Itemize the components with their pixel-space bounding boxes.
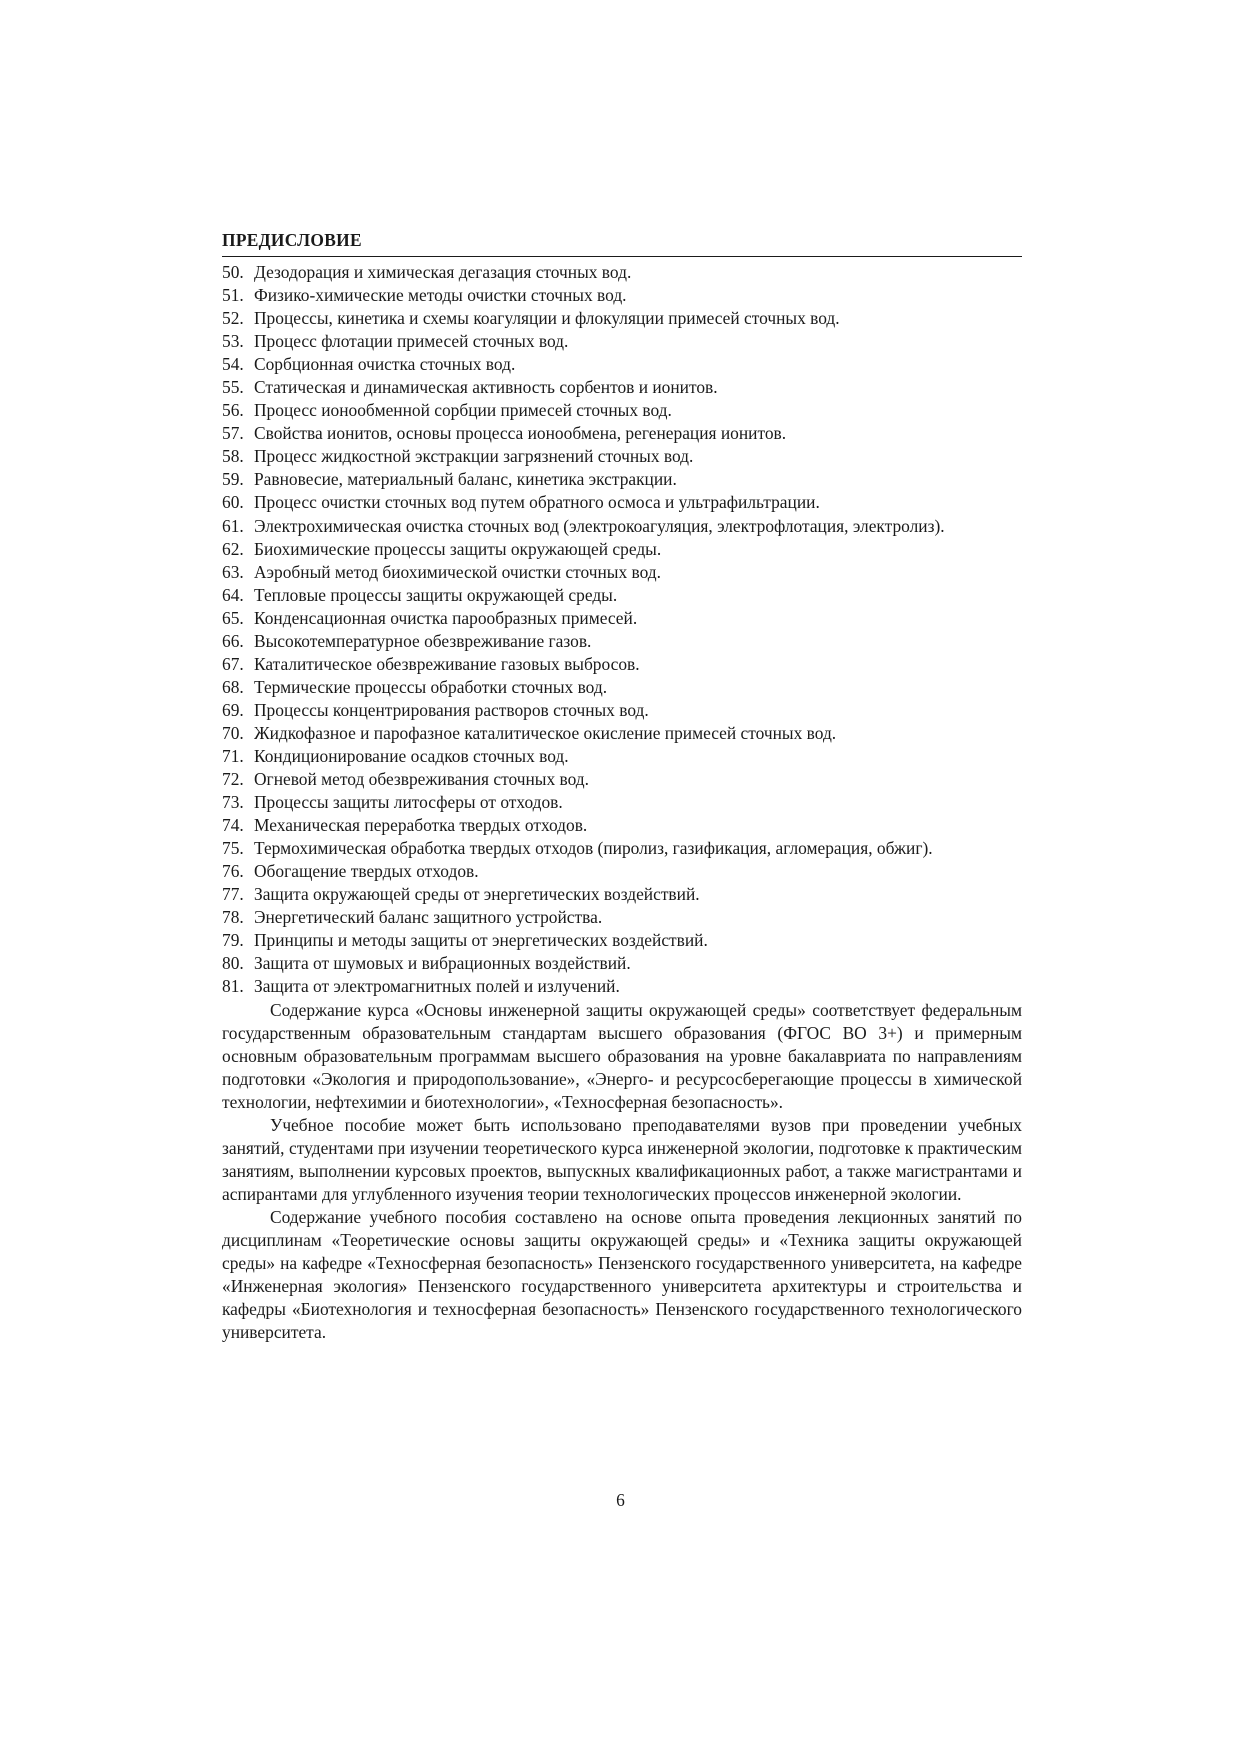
list-item	[222, 860, 1022, 883]
item-number: 70.	[222, 722, 244, 743]
item-number: 60.	[222, 492, 244, 513]
item-number: 53.	[222, 331, 244, 352]
item-text: Энергетический баланс защитного устройства.	[254, 907, 603, 928]
item-text: Аэробный метод биохимической очистки сточных вод.	[254, 561, 661, 582]
list-item	[222, 814, 1022, 837]
list-item	[222, 515, 1022, 538]
list-item	[222, 906, 1022, 929]
item-number: 66.	[222, 630, 244, 651]
list-item	[222, 653, 1022, 676]
item-number: 61.	[222, 515, 244, 536]
list-item	[222, 330, 1022, 353]
item-number: 51.	[222, 285, 244, 306]
item-text: Механическая переработка твердых отходов.	[254, 815, 588, 836]
item-number: 77.	[222, 884, 244, 905]
list-item	[222, 468, 1022, 491]
list-item	[222, 561, 1022, 584]
item-text: Процессы защиты литосферы от отходов.	[254, 792, 563, 813]
list-item	[222, 399, 1022, 422]
list-item	[222, 791, 1022, 814]
item-text: Процесс ионообменной сорбции примесей сточных вод.	[254, 400, 672, 421]
list-item	[222, 630, 1022, 653]
item-text: Обогащение твердых отходов.	[254, 861, 479, 882]
item-text: Огневой метод обезвреживания сточных вод.	[254, 769, 589, 790]
list-item	[222, 284, 1022, 307]
item-number: 76.	[222, 861, 244, 882]
item-text: Процесс жидкостной экстракции загрязнений сточных вод.	[254, 446, 694, 467]
item-text: Статическая и динамическая активность сорбентов и ионитов.	[254, 377, 718, 398]
item-number: 81.	[222, 976, 244, 997]
item-text: Кондиционирование осадков сточных вод.	[254, 745, 569, 766]
topic-list	[222, 261, 1022, 999]
item-number: 63.	[222, 561, 244, 582]
item-text: Жидкофазное и парофазное каталитическое окисление примесей сточных вод.	[254, 722, 837, 743]
item-number: 55.	[222, 377, 244, 398]
item-text: Термические процессы обработки сточных вод.	[254, 676, 608, 697]
page-number: 6	[616, 1490, 625, 1510]
list-item	[222, 607, 1022, 630]
item-number: 65.	[222, 607, 244, 628]
item-text: Свойства ионитов, основы процесса ионообмена, регенерация ионитов.	[254, 423, 787, 444]
item-number: 80.	[222, 953, 244, 974]
list-item	[222, 745, 1022, 768]
item-text: Сорбционная очистка сточных вод.	[254, 354, 516, 375]
paragraph-usage: Учебное пособие может быть использовано преподавателями вузов при проведении учебных занятий, студентами при изучении теоретического курса инженерной экологии, подготовке к практическим занятиям, выполнении курсовых проектов, выпускных квалификационных работ, а также магистрантами и аспирантами для углубленного изучения теории технологических процессов инженерной экологии.	[222, 1114, 1022, 1204]
item-text: Принципы и методы защиты от энергетических воздействий.	[254, 930, 708, 951]
list-item	[222, 376, 1022, 399]
item-number: 58.	[222, 446, 244, 467]
item-number: 64.	[222, 584, 244, 605]
list-item	[222, 491, 1022, 514]
paragraph-course-content: Содержание курса «Основы инженерной защиты окружающей среды» соответствует федеральным государственным образовательным стандартам высшего образования (ФГОС ВО 3+) и примерным основным образовательным программам высшего образования на уровне бакалавриата по направлениям подготовки «Экология и природопользование», «Энерго- и ресурсосберегающие процессы в химической технологии, нефтехимии и биотехнологии», «Техносферная безопасность».	[222, 999, 1022, 1112]
item-text: Равновесие, материальный баланс, кинетика экстракции.	[254, 469, 677, 490]
list-item	[222, 929, 1022, 952]
item-number: 75.	[222, 838, 244, 859]
list-item	[222, 768, 1022, 791]
list-item	[222, 538, 1022, 561]
item-text: Электрохимическая очистка сточных вод (электрокоагуляция, электрофлотация, электролиз).	[254, 515, 945, 536]
item-number: 74.	[222, 815, 244, 836]
item-number: 57.	[222, 423, 244, 444]
item-number: 73.	[222, 792, 244, 813]
item-number: 78.	[222, 907, 244, 928]
item-number: 68.	[222, 676, 244, 697]
item-text: Биохимические процессы защиты окружающей среды.	[254, 538, 662, 559]
list-item	[222, 837, 1022, 860]
list-item	[222, 699, 1022, 722]
item-number: 59.	[222, 469, 244, 490]
list-item	[222, 422, 1022, 445]
list-item	[222, 975, 1022, 998]
item-text: Высокотемпературное обезвреживание газов.	[254, 630, 592, 651]
item-number: 52.	[222, 308, 244, 329]
list-item	[222, 883, 1022, 906]
item-number: 72.	[222, 769, 244, 790]
list-item	[222, 676, 1022, 699]
item-number: 67.	[222, 653, 244, 674]
item-text: Процессы концентрирования растворов сточных вод.	[254, 699, 649, 720]
item-text: Процесс флотации примесей сточных вод.	[254, 331, 569, 352]
item-text: Процесс очистки сточных вод путем обратного осмоса и ультрафильтрации.	[254, 492, 820, 513]
list-item	[222, 952, 1022, 975]
item-text: Каталитическое обезвреживание газовых выбросов.	[254, 653, 640, 674]
list-item	[222, 353, 1022, 376]
list-item	[222, 584, 1022, 607]
list-item	[222, 261, 1022, 284]
list-item	[222, 722, 1022, 745]
item-number: 79.	[222, 930, 244, 951]
list-item	[222, 307, 1022, 330]
paragraph-origin: Содержание учебного пособия составлено на основе опыта проведения лекционных занятий по дисциплинам «Теоретические основы защиты окружающей среды» и «Техника защиты окружающей среды» на кафедре «Техносферная безопасность» Пензенского государственного университета, на кафедре «Инженерная экология» Пензенского государственного университета архитектуры и строительства и кафедры «Биотехнология и техносферная безопасность» Пензенского государственного технологического университета.	[222, 1206, 1022, 1343]
page-body	[222, 230, 1022, 1344]
item-number: 54.	[222, 354, 244, 375]
item-number: 50.	[222, 262, 244, 282]
item-number: 62.	[222, 538, 244, 559]
item-text: Тепловые процессы защиты окружающей среды.	[254, 584, 618, 605]
item-text: Защита окружающей среды от энергетических воздействий.	[254, 884, 700, 905]
item-number: 69.	[222, 699, 244, 720]
item-number: 71.	[222, 745, 244, 766]
list-item	[222, 445, 1022, 468]
item-text: Защита от шумовых и вибрационных воздействий.	[254, 953, 631, 974]
item-text: Защита от электромагнитных полей и излучений.	[254, 976, 620, 997]
item-number: 56.	[222, 400, 244, 421]
item-text: Дезодорация и химическая дегазация сточных вод.	[254, 262, 632, 282]
item-text: Термохимическая обработка твердых отходов (пиролиз, газификация, агломерация, обжиг).	[254, 838, 933, 859]
running-header: ПРЕДИСЛОВИЕ	[222, 230, 1022, 257]
item-text: Процессы, кинетика и схемы коагуляции и флокуляции примесей сточных вод.	[254, 308, 840, 329]
item-text: Физико-химические методы очистки сточных вод.	[254, 285, 627, 306]
item-text: Конденсационная очистка парообразных примесей.	[254, 607, 638, 628]
